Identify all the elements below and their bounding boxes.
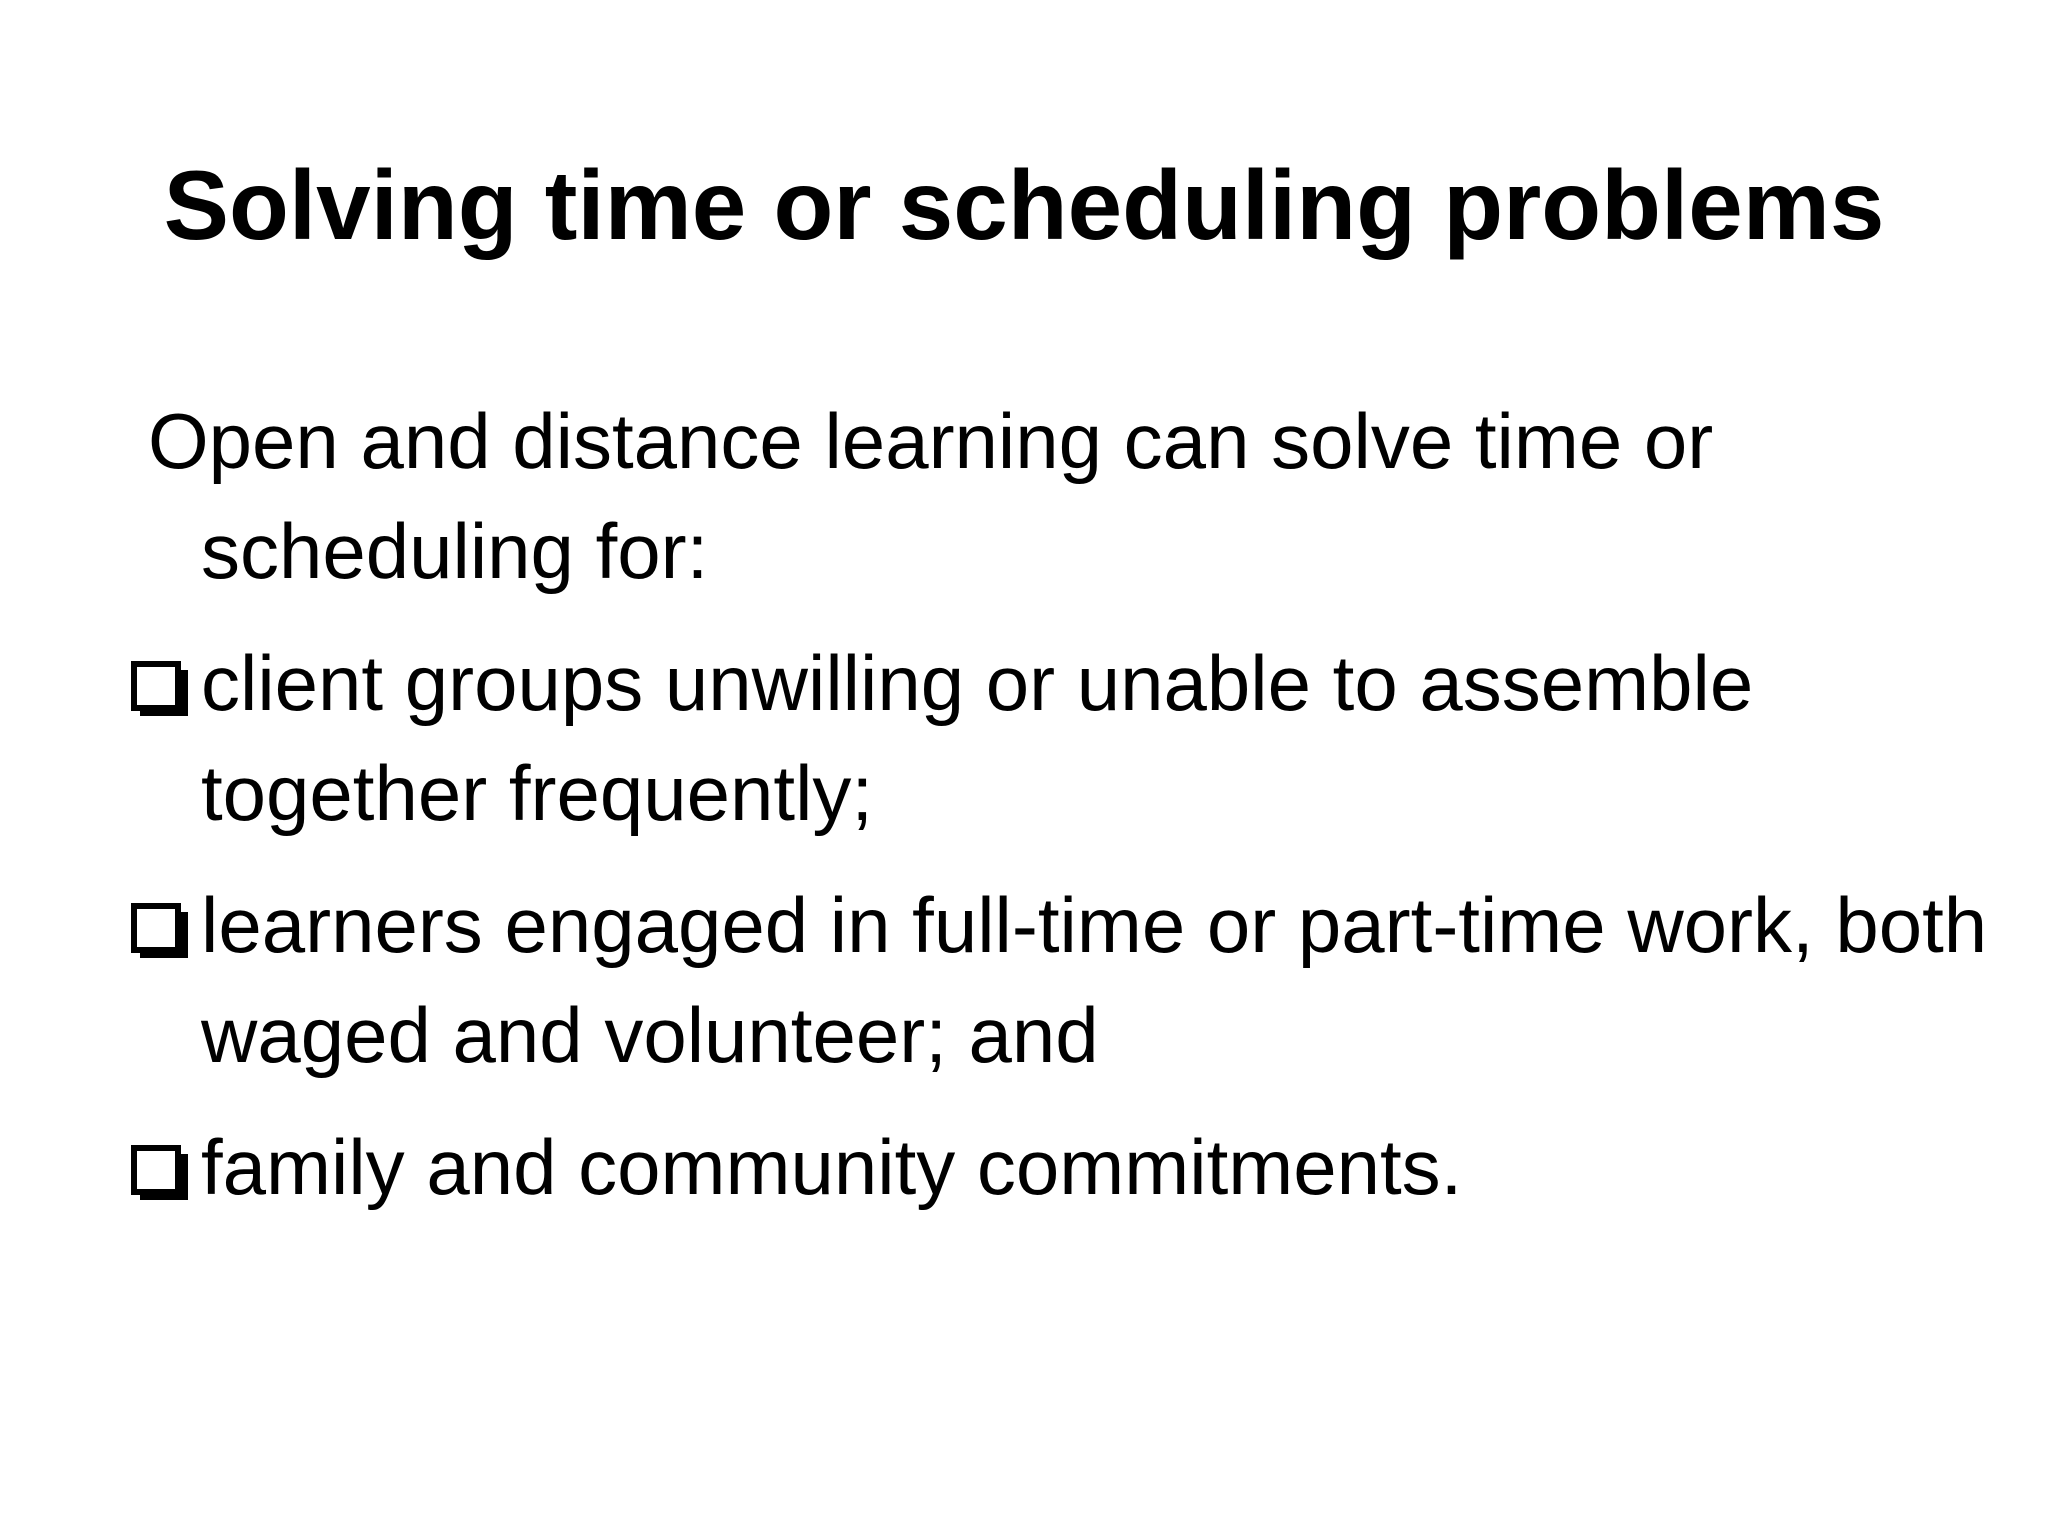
bullet-text: family and community commitments. xyxy=(201,1123,1463,1211)
bullet-item xyxy=(130,1112,1990,1222)
slide-body xyxy=(130,386,1990,1244)
checkbox-square-icon xyxy=(130,660,190,720)
checkbox-square-icon xyxy=(130,902,190,962)
bullet-item xyxy=(130,870,1990,1090)
bullet-text: client groups unwilling or unable to assemble together frequently; xyxy=(201,639,1754,837)
slide-title: Solving time or scheduling problems xyxy=(163,150,1885,260)
intro-text: Open and distance learning can solve time or scheduling for: xyxy=(148,397,1714,595)
bullet-text: learners engaged in full-time or part-time work, both waged and volunteer; and xyxy=(201,881,1988,1079)
checkbox-square-icon xyxy=(130,1144,190,1204)
bullet-item xyxy=(130,628,1990,848)
